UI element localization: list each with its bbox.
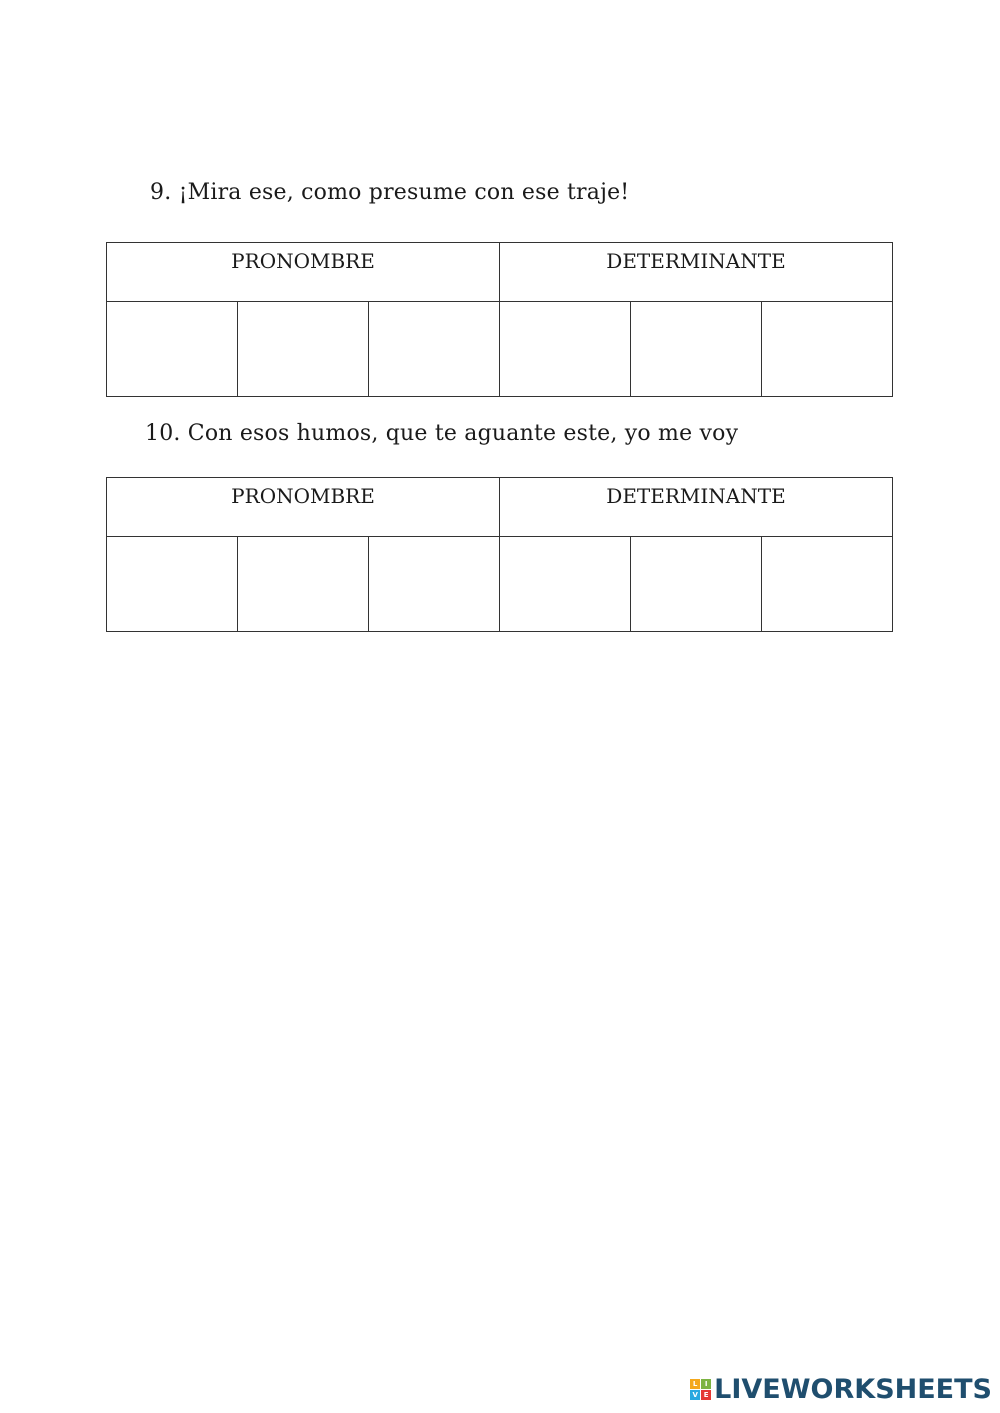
header-pronombre: PRONOMBRE [107,478,500,537]
brand-logo-icon [690,1379,711,1400]
answer-cell[interactable] [631,537,762,632]
brand-watermark [690,1374,992,1405]
answer-cell[interactable] [631,302,762,397]
answer-table-9 [106,242,893,397]
answer-cell[interactable] [500,537,631,632]
question-9: 9. ¡Mira ese, como presume con ese traje! [150,180,630,205]
answer-cell[interactable] [762,537,893,632]
answer-cell[interactable] [369,537,500,632]
answer-table-10 [106,477,893,632]
logo-tile: V [690,1390,700,1400]
answer-cell[interactable] [107,537,238,632]
logo-tile: L [690,1379,700,1389]
brand-name: LIVEWORKSHEETS [714,1374,992,1405]
header-determinante: DETERMINANTE [500,478,893,537]
answer-cell[interactable] [369,302,500,397]
question-10: 10. Con esos humos, que te aguante este, yo me voy [145,421,739,446]
header-determinante: DETERMINANTE [500,243,893,302]
answer-cell[interactable] [238,302,369,397]
logo-tile: E [701,1390,711,1400]
answer-cell[interactable] [762,302,893,397]
logo-tile: I [701,1379,711,1389]
header-pronombre: PRONOMBRE [107,243,500,302]
answer-cell[interactable] [500,302,631,397]
answer-cell[interactable] [238,537,369,632]
answer-cell[interactable] [107,302,238,397]
